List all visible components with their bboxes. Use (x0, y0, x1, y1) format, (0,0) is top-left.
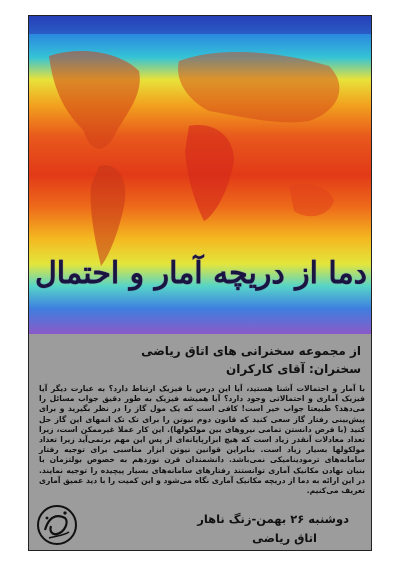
abstract-text: با آمار و احتمالات آشنا هستید، آیا این درس با فیزیک ارتباط دارد؟ به عبارت دیگر آیا فیزیک آماری و احتمالاتی وجود دارد؟ آیا همیشه فیزیک به طور دقیق جواب مسائل را می‌دهد؟ طبیعتا جواب خیر است! کافی است که یک مول گاز را در نظر بگیرید و برای پیش‌بینی رفتار گاز سعی کنید که قانون دوم نیوتن را برای تک تک اتمهای این گاز حل کنید (با فرض دانستن تمامی نیروهای بین مولکولها). این کار عملا غیرممکن است، زیرا تعداد معادلات آنقدر زیاد است که هیچ ابزارپایانه‌ای از پس این مهم برنمی‌آید زیرا تعداد مولکولها بسیار زیاد است. بنابراین قوانین نیوتن ابزار مناسبی برای توجیه رفتار سامانه‌های ترمودینامیکی نمی‌باشد. دانشمندان قرن نوزدهم به خصوص بولتزمان با بنیان نهادن مکانیک آماری توانستند رفتارهای سامانه‌های بسیار پیچیده را توجیه نمایند. در این ارائه به دما از دریچه مکانیک آماری نگاه می‌شود و این کمیت را با دید عمیق آماری تعریف می‌کنیم. (39, 384, 365, 496)
poster (28, 15, 372, 551)
calligraphy-logo-icon (35, 502, 79, 548)
event-date: دوشنبه ۲۶ بهمن-زنگ ناهار (197, 512, 349, 526)
info-panel (29, 334, 372, 551)
poster-title: دما از دریچه آمار و احتمال (35, 256, 367, 291)
event-room: اتاق ریاضی (252, 531, 317, 545)
speaker-text: سخنران: آقای کارکران (226, 362, 361, 376)
series-text: از مجموعه سخنرانی های اتاق ریاضی (141, 344, 361, 358)
